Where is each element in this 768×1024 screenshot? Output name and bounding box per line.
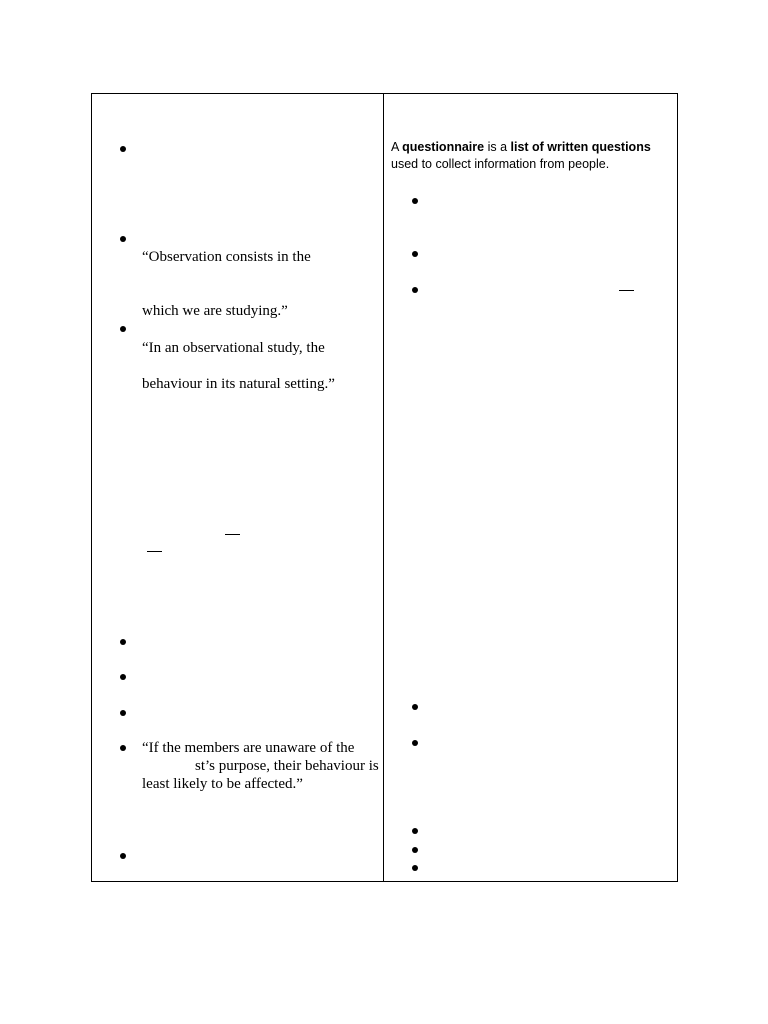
definition-prefix: A	[391, 140, 403, 154]
definition-term: questionnaire	[402, 140, 485, 154]
questionnaire-definition-line2: used to collect information from people.	[391, 157, 610, 171]
quote-observation-line1: “Observation consists in the	[142, 249, 311, 265]
definition-middle: is a	[484, 140, 511, 154]
bullet-point	[120, 326, 126, 332]
bullet-point	[412, 828, 418, 834]
em-dash-2	[147, 551, 162, 552]
bullet-point	[120, 236, 126, 242]
questionnaire-definition	[391, 139, 651, 156]
definition-emphasis: list of written questions	[510, 140, 651, 154]
quote-study-line2: behaviour in its natural setting.”	[142, 376, 335, 392]
bullet-point	[120, 674, 126, 680]
quote-observation-line2: which we are studying.”	[142, 303, 288, 319]
quote-study-line1: “In an observational study, the	[142, 340, 325, 356]
quote-members-line3: least likely to be affected.”	[142, 776, 303, 792]
bullet-point	[120, 745, 126, 751]
bullet-point	[412, 251, 418, 257]
bullet-point	[412, 740, 418, 746]
quote-members-line2: st’s purpose, their behaviour is	[195, 758, 379, 774]
bullet-point	[412, 198, 418, 204]
document-table	[91, 93, 678, 882]
bullet-point	[412, 865, 418, 871]
bullet-point	[412, 704, 418, 710]
quote-members-line1: “If the members are unaware of the	[142, 740, 355, 756]
bullet-point	[412, 847, 418, 853]
column-divider	[383, 93, 384, 882]
em-dash-1	[225, 534, 240, 535]
bullet-point	[120, 639, 126, 645]
bullet-point	[120, 710, 126, 716]
bullet-point	[120, 146, 126, 152]
em-dash-right	[619, 290, 634, 291]
bullet-point	[120, 853, 126, 859]
bullet-point	[412, 287, 418, 293]
